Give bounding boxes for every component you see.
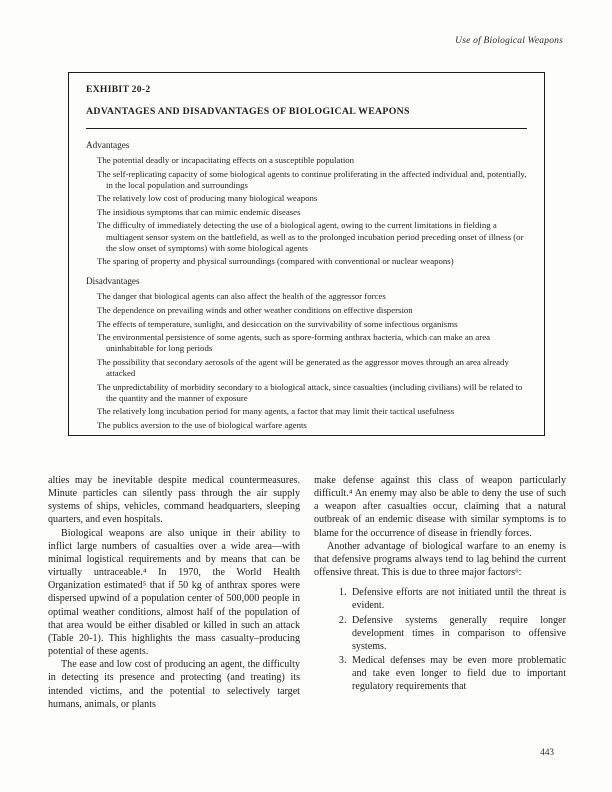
- exhibit-box: [68, 72, 545, 436]
- numbered-list: [332, 586, 566, 693]
- disadvantage-item: The environmental persistence of some agents, such as spore-forming anthrax bacteria, which can make an area uninhabitable for long periods: [97, 332, 491, 354]
- advantage-item: The sparing of property and physical surroundings (compared with conventional or nuclear weapons): [97, 256, 454, 267]
- numbered-item: 2. Defensive systems generally require longer development times in comparison to offensive systems.: [349, 614, 566, 653]
- paragraph: The ease and low cost of producing an agent, the difficulty in detecting its presence and protecting (and treating) its intended victims, and the potential to selectively target humans, animals, or plants: [48, 659, 300, 710]
- advantage-item: The potential deadly or incapacitating effects on a susceptible population: [97, 155, 355, 165]
- right-column: [314, 474, 566, 711]
- disadvantage-item: The publics aversion to the use of biological warfare agents: [97, 419, 307, 430]
- exhibit-label: EXHIBIT 20-2: [86, 84, 151, 95]
- paragraph: Another advantage of biological warfare to an enemy is that defensive programs always tend to lag behind the current offensive threat. This is due to three major factors⁶:: [314, 540, 566, 579]
- numbered-item: 1. Defensive efforts are not initiated until the threat is evident.: [349, 586, 566, 612]
- paragraph: Biological weapons are also unique in their ability to inflict large numbers of casualties over a wide area—with minimal logistical requirements and by means that can be virtually untraceable.⁴ In 1970, the World Health Organization estimated⁵ that if 50 kg of anthrax spores were dispersed upwind of a population center of 500,000 people in optimal weather conditions, almost half of the population of that area would be either disabled or killed in such an attack (Table 20-1). This highlights the mass casualty–producing potential of these agents.: [48, 527, 300, 658]
- running-head: Use of Biological Weapons: [455, 36, 563, 46]
- disadvantage-item: The relatively long incubation period for many agents, a factor that may limit their tactical usefulness: [97, 406, 455, 417]
- advantage-item: The self-replicating capacity of some biological agents to continue proliferating in the affected individual and, potentially, in the local population and surroundings: [97, 168, 527, 190]
- exhibit-rule: [86, 128, 527, 129]
- disadvantage-item: The unpredictability of morbidity secondary to a biological attack, since casualties (including civilians) will be related to the quantity and the manner of exposure: [97, 381, 523, 403]
- advantage-item: The difficulty of immediately detecting the use of a biological agent, owing to the current limitations in fielding a multiagent sensor system on the battlefield, as well as to the prolonged incubation period preceding onset of illness (or the slow onset of symptoms) with some biological agents: [97, 220, 524, 253]
- paragraph: alties may be inevitable despite medical countermeasures. Minute particles can silently pass through the air supply systems of ships, vehicles, command headquarters, sleeping quarters, and even hospitals.: [48, 475, 300, 526]
- disadvantage-item: The possibility that secondary aerosols of the agent will be generated as the aggressor moves through an area already attacked: [97, 356, 509, 378]
- left-column: [48, 474, 300, 711]
- body-text: [48, 474, 566, 711]
- disadvantage-item: The effects of temperature, sunlight, and desiccation on the survivability of some infectious organisms: [97, 318, 458, 329]
- exhibit-title: ADVANTAGES AND DISADVANTAGES OF BIOLOGICAL WEAPONS: [86, 106, 410, 117]
- page-number: 443: [540, 747, 554, 757]
- disadvantage-item: The danger that biological agents can also affect the health of the aggressor forces: [97, 291, 386, 302]
- disadvantages-list: [97, 291, 527, 431]
- disadvantage-item: The dependence on prevailing winds and other weather conditions on effective dispersion: [97, 304, 413, 315]
- advantage-item: The insidious symptoms that can mimic endemic diseases: [97, 206, 301, 217]
- numbered-item: 3. Medical defenses may be even more problematic and take even longer to field due to important regulatory requirements that: [349, 654, 566, 693]
- advantages-heading: Advantages: [86, 140, 130, 150]
- advantage-item: The relatively low cost of producing many biological weapons: [97, 193, 318, 204]
- paragraph: make defense against this class of weapon particularly difficult.⁴ An enemy may also be able to deny the use of such a weapon after casualties occur, claiming that a natural outbreak of an endemic disease with similar symptoms is to blame for the occurrence of disease in friendly forces.: [314, 475, 566, 539]
- disadvantages-heading: Disadvantages: [86, 276, 140, 287]
- advantages-list: [97, 155, 527, 267]
